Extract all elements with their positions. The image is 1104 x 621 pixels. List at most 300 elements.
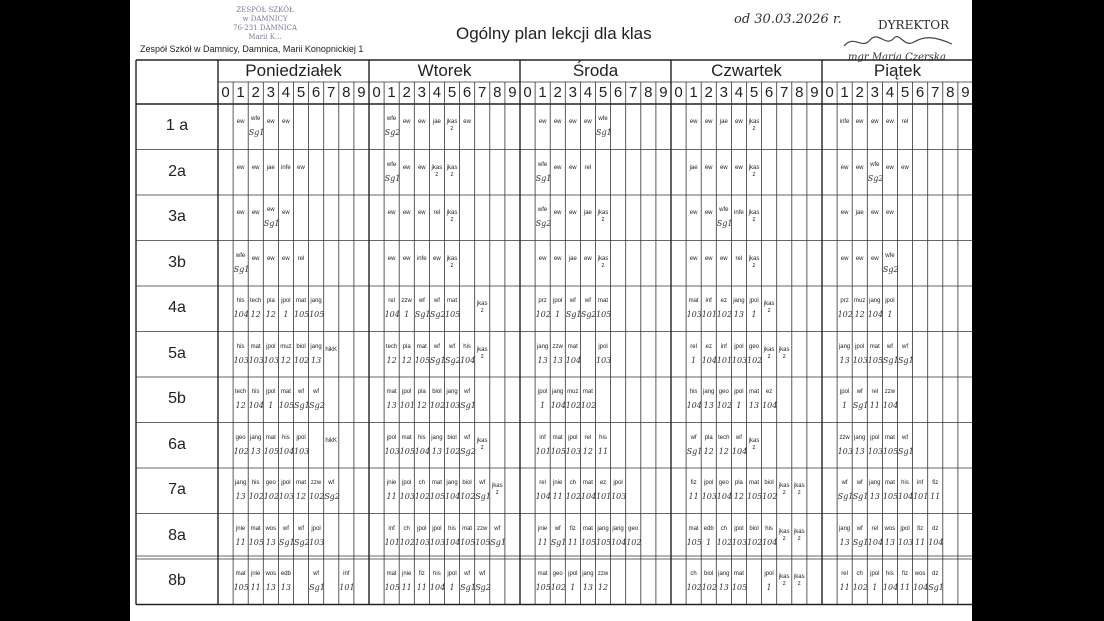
lesson-subject: jang: [250, 434, 262, 441]
lesson-subject: jang: [597, 525, 609, 532]
lesson-subject: pla: [704, 434, 713, 441]
lesson-subject: rel: [690, 343, 697, 350]
lesson-room: 104: [611, 537, 627, 547]
lesson-subject: jpol: [296, 434, 306, 441]
lesson-room: 104: [278, 446, 295, 456]
lesson-subject: mat: [688, 298, 699, 304]
page-title: Ogólny plan lekcji dla klas: [456, 24, 652, 43]
lesson-room: 11: [250, 583, 261, 592]
lesson-number: 3: [568, 84, 577, 101]
lesson-room: Sg1: [233, 264, 250, 274]
lesson-subject: ew: [266, 255, 275, 262]
lesson-room: Sg1: [852, 401, 869, 410]
class-name: 5b: [168, 390, 186, 407]
lesson-number: 3: [266, 84, 275, 101]
lesson-subject: jkas z: [446, 255, 458, 269]
lesson-room: 104: [429, 583, 446, 592]
lesson-subject: ew: [402, 255, 411, 262]
lesson-room: 12: [733, 492, 744, 501]
lesson-subject: jpol: [447, 571, 457, 577]
lesson-subject: mat: [597, 298, 608, 304]
lesson-room: 12: [854, 310, 865, 319]
lesson-subject: wfe: [386, 116, 397, 122]
lesson-room: 105: [384, 583, 400, 592]
lesson-room: 104: [550, 401, 566, 410]
lesson-subject: ew: [236, 210, 245, 216]
lesson-room: 101: [913, 492, 929, 501]
lesson-subject: muz: [854, 298, 866, 304]
lesson-subject: jkas z: [793, 574, 805, 587]
lesson-subject: zzw: [552, 343, 563, 350]
lesson-subject: biol: [296, 343, 306, 350]
lesson-number: 3: [870, 84, 879, 101]
lesson-room: 11: [930, 492, 941, 501]
lesson-number: 9: [357, 84, 366, 101]
lesson-number: 5: [749, 84, 759, 101]
lesson-room: 102: [837, 310, 853, 319]
lesson-room: Sg2: [580, 310, 597, 319]
lesson-room: 103: [263, 355, 280, 365]
lesson-room: 102: [852, 583, 868, 592]
lesson-room: 102: [716, 310, 733, 319]
lesson-number: 5: [447, 84, 457, 101]
day-header: Wtorek: [417, 61, 472, 80]
lesson-subject: mat: [748, 389, 759, 395]
lesson-room: 1: [540, 401, 546, 410]
lesson-subject: wf: [313, 571, 320, 577]
lesson-subject: zzw: [839, 434, 850, 441]
lesson-subject: dz: [932, 571, 939, 577]
lesson-room: 104: [762, 401, 778, 410]
lesson-subject: wf: [449, 343, 455, 350]
lesson-number: 1: [387, 84, 396, 101]
lesson-room: 11: [869, 401, 880, 410]
lesson-subject: jkas z: [778, 483, 790, 496]
lesson-subject: ew: [855, 255, 864, 262]
lesson-room: 12: [295, 492, 307, 501]
timetable-sheet: [130, 0, 972, 621]
lesson-subject: ew: [735, 119, 743, 125]
lesson-number: 1: [840, 84, 849, 101]
lesson-room: 103: [384, 446, 400, 456]
lesson-number: 7: [478, 84, 487, 101]
lesson-subject: jkas z: [431, 164, 443, 178]
class-name: 2a: [168, 162, 186, 180]
lesson-room: 1: [842, 401, 848, 410]
lesson-subject: infe: [839, 119, 850, 125]
lesson-subject: his: [251, 480, 260, 486]
lesson-room: 101: [384, 537, 400, 547]
lesson-subject: wfe: [386, 161, 397, 168]
lesson-subject: ch: [690, 571, 697, 577]
lesson-subject: ew: [417, 164, 426, 171]
lesson-room: 104: [248, 401, 264, 410]
lesson-subject: ew: [387, 210, 396, 216]
lesson-subject: his: [901, 480, 909, 486]
lesson-subject: muz: [567, 389, 579, 395]
lesson-number: 4: [885, 84, 895, 101]
lesson-subject: ew: [402, 210, 411, 216]
lesson-subject: mat: [688, 525, 699, 532]
lesson-subject: ew: [282, 119, 290, 125]
lesson-number: 5: [900, 84, 910, 101]
lesson-subject: jang: [446, 389, 458, 395]
lesson-subject: wf: [298, 389, 304, 395]
lesson-subject: jae: [583, 210, 592, 216]
lesson-subject: wf: [328, 480, 335, 486]
lesson-room: 102: [686, 583, 702, 592]
lesson-subject: ew: [719, 164, 728, 171]
lesson-subject: rel: [841, 571, 848, 577]
lesson-room: 104: [867, 537, 884, 547]
lesson-subject: jpol: [839, 389, 850, 395]
lesson-subject: inf: [539, 434, 546, 441]
lesson-subject: biol: [447, 434, 457, 441]
day-header: Czwartek: [711, 61, 782, 80]
lesson-subject: edb: [703, 525, 714, 532]
lesson-subject: geo: [718, 480, 729, 486]
lesson-subject: his: [282, 434, 290, 441]
lesson-number: 8: [946, 84, 955, 101]
lesson-subject: ez: [765, 389, 773, 395]
lesson-subject: zzw: [401, 298, 412, 304]
lesson-subject: tech: [250, 298, 262, 304]
lesson-room: 104: [445, 492, 461, 501]
lesson-subject: ez: [705, 343, 712, 350]
lesson-subject: mat: [582, 525, 593, 532]
lesson-room: Sg1: [414, 310, 431, 319]
lesson-room: Sg1: [384, 173, 401, 183]
lesson-number: 7: [780, 84, 789, 101]
lesson-subject: ch: [720, 525, 727, 532]
lesson-room: 104: [580, 492, 597, 501]
lesson-subject: ew: [553, 210, 562, 216]
class-name: 8b: [168, 572, 186, 589]
lesson-number: 9: [810, 84, 819, 101]
lesson-number: 7: [629, 84, 638, 101]
lesson-subject: wf: [464, 389, 471, 395]
class-name: 3a: [168, 208, 186, 225]
lesson-number: 8: [342, 84, 351, 101]
lesson-subject: mat: [416, 343, 427, 350]
lesson-subject: jang: [838, 343, 851, 350]
lesson-room: 103: [248, 355, 264, 365]
lesson-room: 105: [475, 537, 491, 547]
lesson-subject: geo: [235, 434, 246, 441]
lesson-subject: jpol: [553, 298, 563, 304]
lesson-subject: inf: [720, 343, 727, 350]
lesson-room: 13: [869, 492, 880, 501]
lesson-room: Sg1: [716, 219, 733, 228]
lesson-subject: his: [599, 434, 607, 441]
lesson-room: 102: [580, 401, 597, 410]
lesson-number: 7: [327, 84, 336, 101]
lesson-room: 1: [766, 583, 772, 592]
lesson-subject: wf: [313, 389, 320, 395]
lesson-subject: jnie: [553, 480, 563, 486]
lesson-subject: his: [886, 571, 894, 577]
lesson-subject: jpol: [402, 480, 412, 486]
lesson-subject: wf: [856, 525, 863, 532]
class-name: 6a: [168, 435, 186, 453]
lesson-subject: ew: [433, 255, 441, 262]
lesson-subject: wf: [479, 571, 486, 577]
lesson-room: 103: [686, 310, 702, 319]
lesson-subject: wf: [856, 480, 863, 486]
lesson-subject: ew: [886, 210, 894, 216]
class-name: 8a: [168, 526, 186, 544]
lesson-subject: tech: [234, 389, 247, 395]
lesson-subject: wf: [554, 525, 561, 532]
lesson-room: 103: [898, 537, 914, 547]
lesson-room: Sg1: [429, 355, 446, 365]
lesson-subject: his: [251, 389, 260, 395]
lesson-subject: jang: [446, 480, 458, 486]
lesson-room: 104: [701, 355, 717, 365]
lesson-room: 13: [311, 355, 322, 365]
lesson-room: 105: [414, 355, 431, 365]
lesson-subject: ew: [553, 255, 562, 262]
lesson-subject: ew: [251, 164, 260, 171]
lesson-subject: ew: [840, 255, 849, 262]
lesson-room: 105: [580, 537, 597, 547]
lesson-room: 13: [839, 355, 850, 365]
lesson-subject: wfe: [870, 161, 880, 168]
lesson-room: 12: [416, 401, 427, 410]
lesson-room: Sg1: [686, 446, 703, 456]
lesson-room: 12: [597, 583, 609, 592]
lesson-subject: ew: [870, 255, 879, 262]
lesson-room: 13: [265, 583, 276, 592]
lesson-subject: ew: [538, 255, 547, 262]
lesson-subject: jpol: [281, 298, 291, 304]
director-title: DYREKTOR: [878, 18, 950, 32]
lesson-number: 2: [251, 84, 260, 101]
lesson-subject: ew: [704, 255, 713, 262]
lesson-room: 102: [248, 492, 264, 501]
lesson-subject: ew: [568, 210, 577, 216]
lesson-room: Sg2: [384, 128, 401, 137]
lesson-subject: rel: [388, 298, 395, 304]
class-name: 5a: [168, 344, 186, 362]
lesson-room: 103: [309, 537, 325, 547]
lesson-subject: jpol: [749, 298, 759, 304]
lesson-room: 104: [867, 310, 884, 319]
lesson-subject: jnie: [235, 525, 246, 532]
lesson-subject: wf: [569, 298, 576, 304]
lesson-subject: ew: [387, 255, 396, 262]
lesson-subject: mat: [582, 480, 593, 486]
lesson-subject: wos: [265, 571, 277, 577]
lesson-subject: mat: [386, 571, 397, 577]
lesson-subject: biol: [462, 480, 472, 486]
lesson-subject: wf: [886, 343, 893, 350]
lesson-subject: jpol: [402, 389, 412, 395]
lesson-subject: ew: [402, 119, 411, 125]
lesson-subject: geo: [748, 343, 759, 350]
lesson-subject: wf: [464, 434, 471, 441]
lesson-subject: ew: [704, 164, 713, 171]
lesson-subject: mat: [431, 480, 442, 486]
lesson-room: 102: [565, 492, 582, 501]
lesson-room: Sg1: [898, 446, 914, 456]
lesson-room: 104: [716, 492, 733, 501]
lesson-room: 1: [887, 310, 893, 319]
lesson-subject: wf: [735, 434, 742, 441]
lesson-room: 11: [915, 537, 926, 547]
lesson-subject: jang: [536, 343, 549, 350]
lesson-subject: jang: [612, 525, 624, 532]
lesson-room: 102: [233, 446, 249, 456]
lesson-subject: ez: [599, 480, 607, 486]
lesson-number: 6: [311, 84, 321, 101]
lesson-subject: rel: [433, 210, 441, 216]
lesson-subject: zzw: [310, 480, 322, 486]
lesson-subject: wfe: [719, 207, 729, 213]
lesson-subject: tech: [718, 434, 730, 441]
lesson-subject: his: [463, 343, 471, 350]
lesson-subject: pla: [417, 389, 426, 395]
lesson-room: 13: [431, 446, 442, 456]
lesson-room: Sg1: [263, 219, 280, 228]
lesson-subject: wf: [902, 343, 908, 350]
lesson-room: Sg2: [445, 355, 461, 365]
lesson-number: 0: [674, 84, 683, 101]
lesson-subject: mat: [235, 571, 246, 577]
lesson-room: 102: [429, 401, 446, 410]
lesson-subject: pla: [266, 298, 275, 304]
lesson-subject: ew: [282, 255, 290, 262]
lesson-number: 2: [704, 84, 713, 101]
lesson-number: 8: [795, 84, 804, 101]
lesson-subject: wf: [282, 525, 289, 532]
lesson-subject: inf: [343, 571, 350, 577]
lesson-room: Sg1: [460, 401, 476, 410]
lesson-subject: biol: [749, 525, 759, 532]
school-name: Zespół Szkół w Damnicy, Damnica, Marii Konopnickiej 1: [140, 44, 364, 54]
lesson-subject: rel: [297, 255, 305, 262]
lesson-room: 102: [399, 537, 415, 547]
lesson-subject: jang: [234, 480, 247, 486]
lesson-number: 4: [734, 84, 744, 101]
lesson-subject: biol: [704, 571, 714, 577]
lesson-subject: his: [417, 434, 426, 441]
lesson-room: Sg1: [460, 583, 476, 592]
lesson-subject: his: [236, 298, 245, 304]
lesson-subject: rel: [539, 480, 546, 486]
lesson-subject: ew: [689, 255, 698, 262]
lesson-subject: wos: [265, 525, 277, 532]
lesson-subject: geo: [718, 389, 729, 395]
lesson-subject: jpol: [432, 525, 442, 532]
lesson-subject: ew: [886, 119, 894, 125]
lesson-room: 103: [565, 446, 582, 456]
lesson-room: Sg1: [898, 355, 914, 365]
lesson-subject: jpol: [386, 434, 397, 441]
lesson-subject: mat: [280, 389, 291, 395]
lesson-subject: wfe: [235, 252, 246, 259]
lesson-subject: pla: [402, 343, 411, 350]
lesson-subject: wos: [914, 571, 926, 577]
lesson-number: 2: [402, 84, 411, 101]
lesson-room: 103: [399, 492, 415, 501]
lesson-subject: fiz: [902, 571, 908, 577]
lesson-subject: ew: [584, 119, 592, 125]
lesson-subject: rel: [584, 164, 592, 171]
lesson-room: Sg2: [324, 492, 340, 501]
lesson-subject: his: [689, 389, 698, 395]
lesson-subject: mat: [446, 298, 457, 304]
lesson-subject: wfe: [537, 161, 548, 168]
lesson-number: 6: [613, 84, 623, 101]
lesson-room: 105: [731, 583, 748, 592]
lesson-room: 104: [882, 583, 899, 592]
lesson-subject: jpol: [417, 525, 427, 532]
lesson-subject: ch: [403, 525, 410, 532]
lesson-subject: jpol: [704, 480, 714, 486]
lesson-room: 102: [762, 492, 778, 501]
lesson-room: 105: [294, 310, 310, 319]
lesson-subject: infe: [734, 210, 744, 216]
lesson-subject: ew: [553, 164, 562, 171]
lesson-room: 12: [235, 401, 246, 410]
lesson-room: 104: [731, 446, 748, 456]
lesson-room: Sg1: [882, 355, 899, 365]
lesson-subject: wf: [856, 389, 863, 395]
lesson-room: 105: [882, 446, 899, 456]
lesson-subject: ew: [463, 119, 471, 125]
lesson-subject: wf: [841, 480, 848, 486]
lesson-subject: biol: [764, 480, 774, 486]
lesson-subject: jpol: [311, 525, 321, 532]
lesson-number: 9: [961, 84, 970, 101]
stamp-line: ZESPÓŁ SZKÓŁ: [236, 6, 294, 14]
lesson-subject: jang: [310, 298, 322, 304]
lesson-subject: jpol: [734, 389, 744, 395]
lesson-room: 1: [691, 355, 697, 365]
lesson-room: 102: [747, 537, 763, 547]
lesson-number: 3: [719, 84, 728, 101]
lesson-subject: jang: [582, 571, 594, 577]
lesson-room: 103: [233, 355, 249, 365]
lesson-subject: hikK: [325, 437, 338, 444]
lesson-subject: ew: [719, 255, 728, 262]
lesson-room: 1: [736, 401, 742, 410]
lesson-subject: ew: [855, 119, 864, 125]
lesson-subject: ew: [538, 119, 547, 125]
lesson-subject: jang: [733, 298, 745, 304]
lesson-subject: wf: [433, 298, 440, 304]
lesson-room: Sg2: [309, 401, 325, 410]
lesson-subject: ew: [297, 164, 305, 171]
lesson-room: 13: [235, 492, 246, 501]
lesson-subject: jkas z: [748, 210, 760, 223]
lesson-subject: jae: [568, 255, 577, 262]
lesson-subject: rel: [871, 389, 879, 395]
lesson-subject: ew: [417, 119, 426, 125]
lesson-room: 103: [429, 537, 446, 547]
lesson-room: 102: [445, 446, 461, 456]
lesson-room: 12: [582, 446, 593, 456]
lesson-room: Sg2: [475, 583, 491, 592]
lesson-subject: ew: [901, 164, 909, 171]
lesson-room: 105: [445, 310, 461, 319]
lesson-subject: ch: [569, 480, 576, 486]
lesson-room: 104: [686, 401, 702, 410]
lesson-subject: wf: [690, 434, 697, 441]
lesson-room: 102: [716, 401, 733, 410]
lesson-number: 5: [296, 84, 306, 101]
